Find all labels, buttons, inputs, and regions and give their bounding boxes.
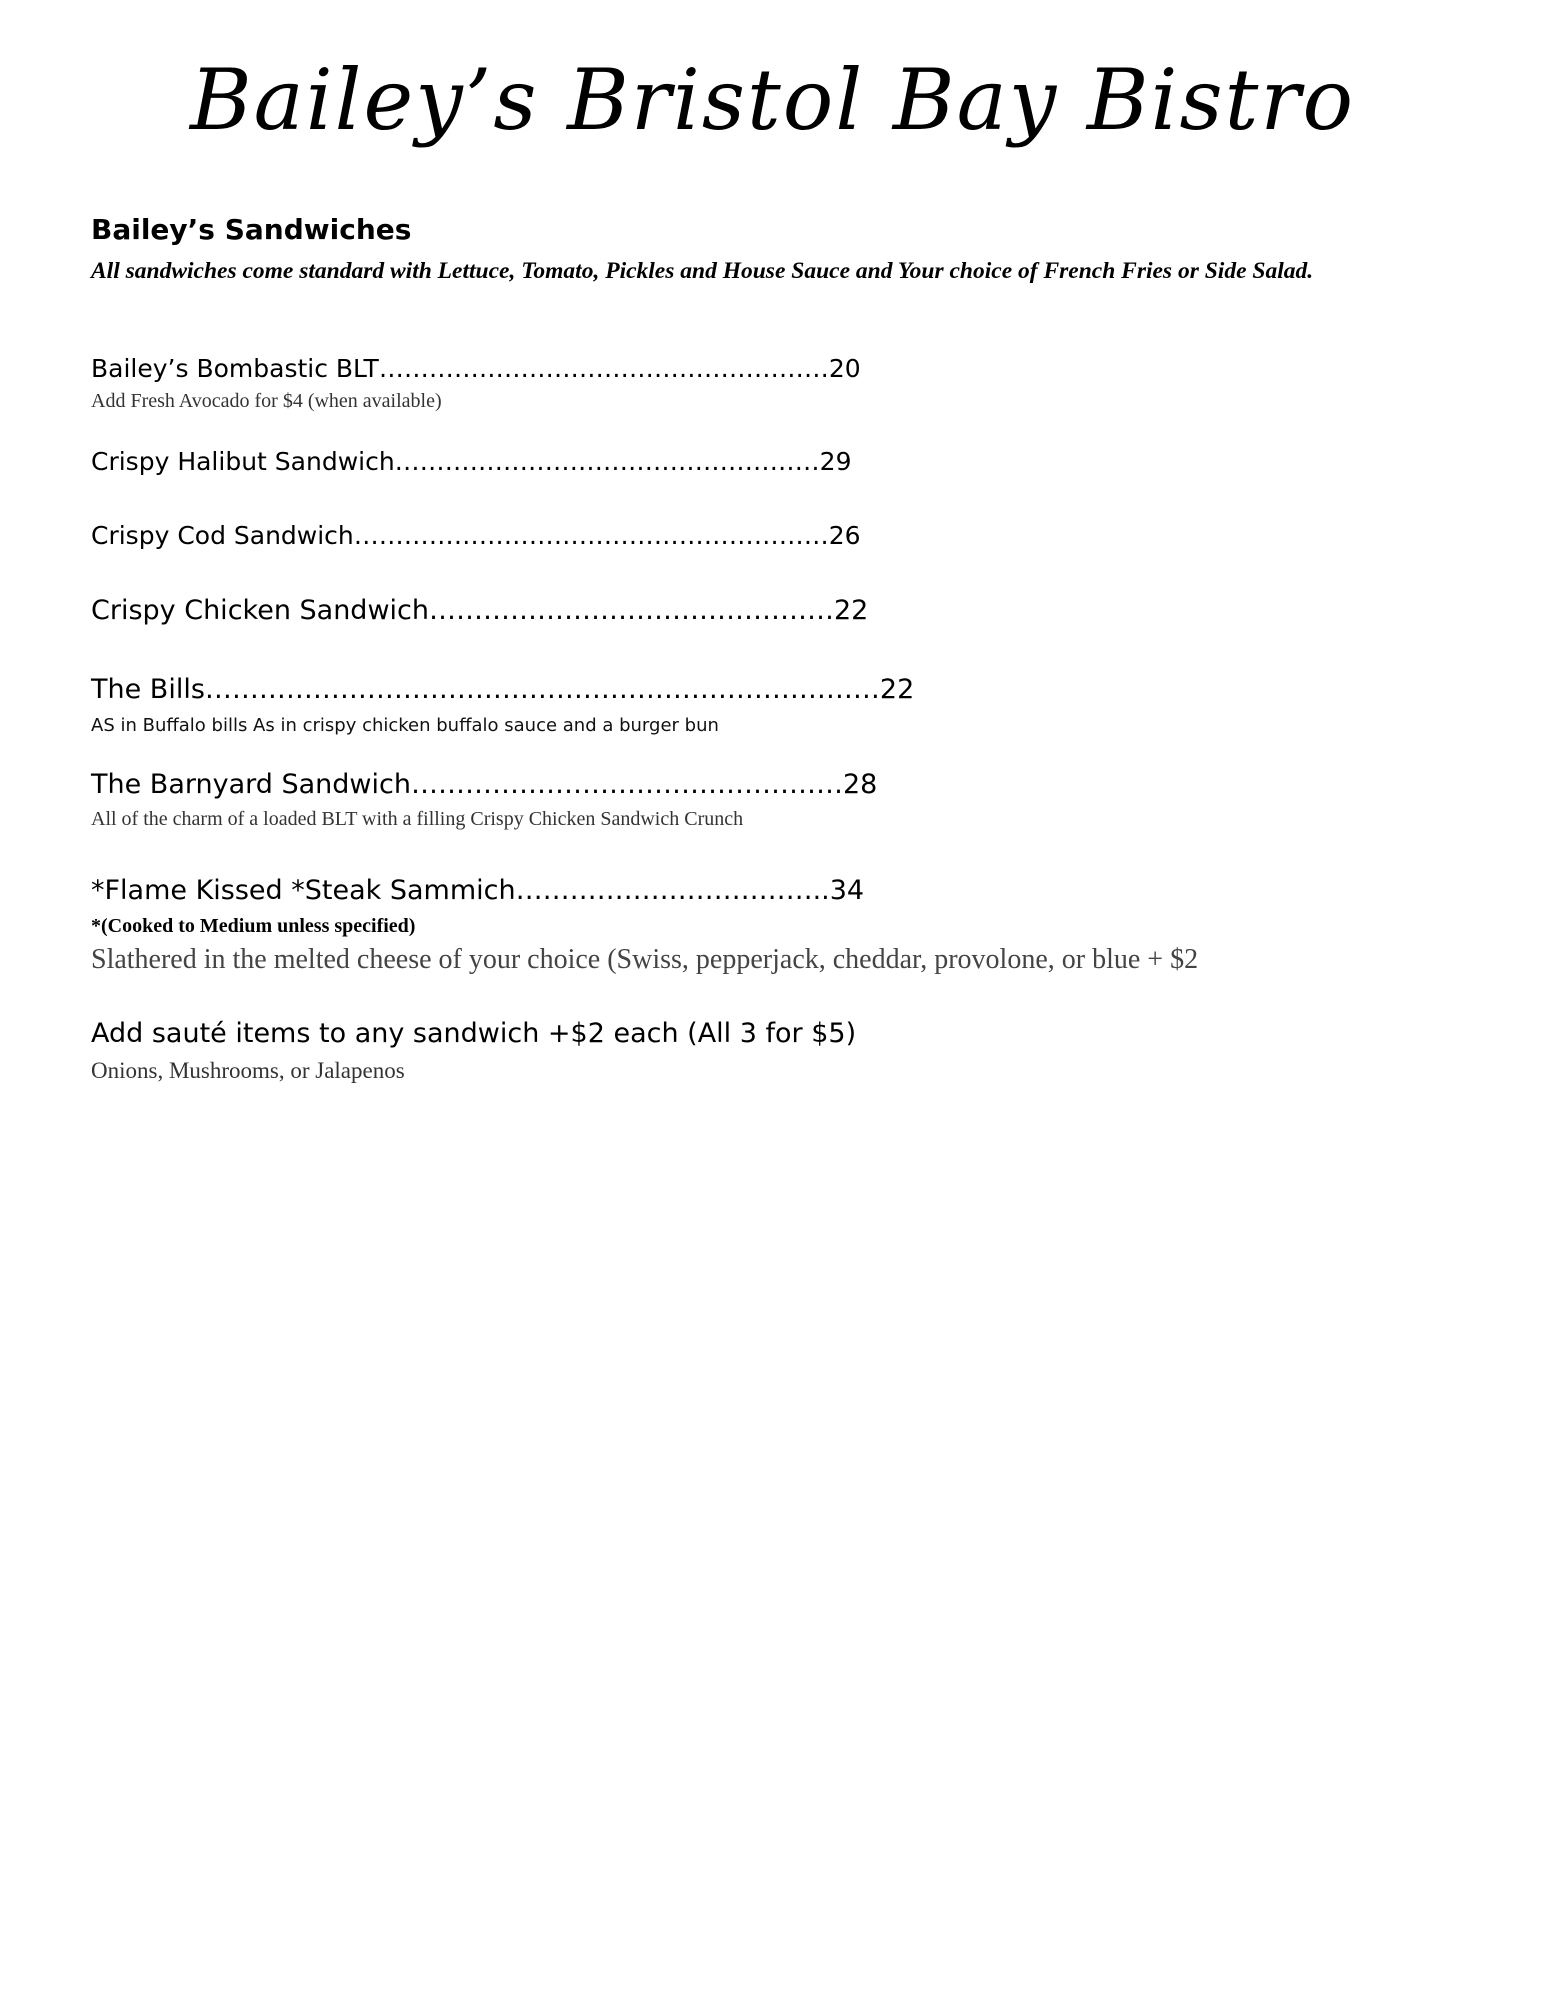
menu-item-chicken: Crispy Chicken Sandwich………………………………………22 (91, 595, 869, 626)
menu-item-blt-desc: Add Fresh Avocado for $4 (when available) (91, 390, 442, 412)
menu-item-steak-note: *(Cooked to Medium unless specified) (91, 915, 416, 937)
section-note: All sandwiches come standard with Lettuce, Tomato, Pickles and House Sauce and Your choice of French Fries or Side Salad. (91, 258, 1314, 284)
menu-item-steak-desc: Slathered in the melted cheese of your choice (Swiss, pepperjack, cheddar, provolone, or blue + $2 (91, 944, 1199, 975)
menu-item-barnyard: The Barnyard Sandwich…………………………………………28 (91, 769, 878, 800)
addon-line: Add sauté items to any sandwich +$2 each (All 3 for $5) (91, 1018, 857, 1049)
addon-desc: Onions, Mushrooms, or Jalapenos (91, 1058, 405, 1083)
menu-item-steak: *Flame Kissed *Steak Sammich……………………………..34 (91, 875, 865, 906)
restaurant-title: Bailey’s Bristol Bay Bistro (189, 51, 1356, 149)
section-heading: Bailey’s Sandwiches (91, 213, 412, 246)
menu-item-bills-desc: AS in Buffalo bills As in crispy chicken buffalo sauce and a burger bun (91, 715, 719, 736)
menu-item-barnyard-desc: All of the charm of a loaded BLT with a filling Crispy Chicken Sandwich Crunch (91, 808, 744, 830)
menu-item-bills: The Bills…………………………………………………………………22 (91, 674, 915, 705)
menu-item-cod: Crispy Cod Sandwich…………………………………………………26 (91, 521, 861, 550)
menu-item-blt: Bailey’s Bombastic BLT………………………………………………20 (91, 354, 861, 383)
menu-item-halibut: Crispy Halibut Sandwich……………………………………………29 (91, 447, 852, 476)
